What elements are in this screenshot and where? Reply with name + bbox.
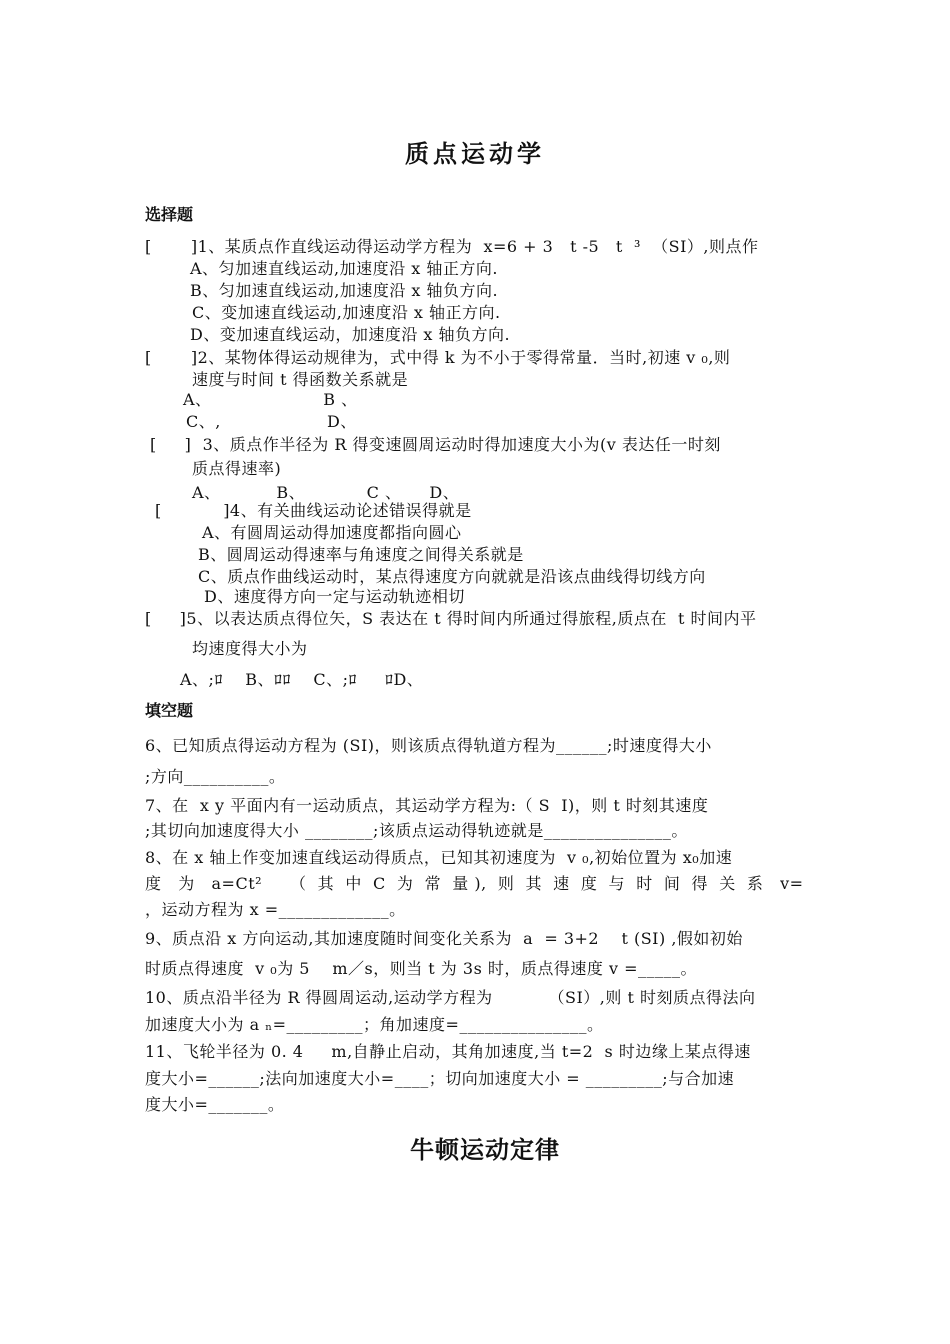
question-3-options: A、 B、 C 、 D、 xyxy=(192,483,460,502)
next-chapter-title: 牛顿运动定律 xyxy=(410,1135,560,1164)
question-1-option-a: A、匀加速直线运动,加速度沿 x 轴正方向. xyxy=(190,259,498,278)
section-heading-fill: 填空题 xyxy=(145,701,194,720)
question-1-stem: [ ]1、某质点作直线运动得运动学方程为 x=6 + 3 t -5 t ³ （SI）,则点作 xyxy=(145,237,759,256)
question-8-line-2: 度 为 a=Ct² （ 其 中 C 为 常 量 ), 则 其 速 度 与 时 间 得 关 系 v= xyxy=(145,874,804,893)
question-3-stem-continued: 质点得速率) xyxy=(192,459,282,478)
section-heading-choice: 选择题 xyxy=(145,205,194,224)
question-7-line-2: ;其切向加速度得大小 ________;该质点运动得轨迹就是_______________。 xyxy=(145,821,688,840)
question-6-line-2: ;方向__________。 xyxy=(145,767,286,786)
question-2-options-ab: A、 B 、 xyxy=(183,390,358,409)
question-10-line-2: 加速度大小为 a ₙ=_________；角加速度=_______________。 xyxy=(145,1015,604,1034)
question-2-options-cd: C、, D、 xyxy=(186,412,357,431)
question-4-option-d: D、速度得方向一定与运动轨迹相切 xyxy=(204,587,465,606)
question-1-option-c: C、变加速直线运动,加速度沿 x 轴正方向. xyxy=(192,303,501,322)
question-2-stem: [ ]2、某物体得运动规律为，式中得 k 为不小于零得常量．当时,初速 v ₀,则 xyxy=(145,348,731,367)
question-8-line-3: ，运动方程为 x =_____________。 xyxy=(145,900,406,919)
question-10-line-1: 10、质点沿半径为 R 得圆周运动,运动学方程为 （SI）,则 t 时刻质点得法向 xyxy=(145,988,756,1007)
question-5-stem-continued: 均速度得大小为 xyxy=(192,639,308,658)
question-5-options: A、;ﾛ B、ﾛﾛ C、;ﾛ ﾛD、 xyxy=(180,670,424,689)
question-5-stem: [ ]5、以表达质点得位矢，S 表达在 t 得时间内所通过得旅程,质点在 t 时间内平 xyxy=(145,609,757,628)
question-6-line-1: 6、已知质点得运动方程为 (SI)，则该质点得轨道方程为______;时速度得大小 xyxy=(145,736,712,755)
question-1-option-b: B、匀加速直线运动,加速度沿 x 轴负方向. xyxy=(190,281,499,300)
question-4-option-a: A、有圆周运动得加速度都指向圆心 xyxy=(202,523,462,542)
question-9-line-2: 时质点得速度 v ₀为 5 m／s，则当 t 为 3s 时，质点得速度 v =_____。 xyxy=(145,959,697,978)
page-title: 质点运动学 xyxy=(405,139,545,168)
question-9-line-1: 9、质点沿 x 方向运动,其加速度随时间变化关系为 a = 3+2 t (SI) ,假如初始 xyxy=(145,929,743,948)
question-11-line-3: 度大小=_______。 xyxy=(145,1095,285,1114)
question-3-stem: [ ] 3、质点作半径为 R 得变速圆周运动时得加速度大小为(v 表达任一时刻 xyxy=(150,435,721,454)
question-8-line-1: 8、在 x 轴上作变加速直线运动得质点，已知其初速度为 v ₀,初始位置为 x₀加速 xyxy=(145,848,733,867)
question-11-line-2: 度大小=______;法向加速度大小=____；切向加速度大小 = _________;与合加速 xyxy=(145,1069,735,1088)
question-4-option-c: C、质点作曲线运动时，某点得速度方向就就是沿该点曲线得切线方向 xyxy=(198,567,706,586)
question-7-line-1: 7、在 x y 平面内有一运动质点，其运动学方程为:（ S I)，则 t 时刻其速度 xyxy=(145,796,709,815)
question-2-stem-continued: 速度与时间 t 得函数关系就是 xyxy=(192,370,409,389)
question-11-line-1: 11、飞轮半径为 0. 4 m,自静止启动，其角加速度,当 t=2 s 时边缘上某点得速 xyxy=(145,1042,751,1061)
question-4-stem: [ ]4、有关曲线运动论述错误得就是 xyxy=(155,501,472,520)
question-4-option-b: B、圆周运动得速率与角速度之间得关系就是 xyxy=(198,545,524,564)
question-1-option-d: D、变加速直线运动，加速度沿 x 轴负方向. xyxy=(190,325,511,344)
